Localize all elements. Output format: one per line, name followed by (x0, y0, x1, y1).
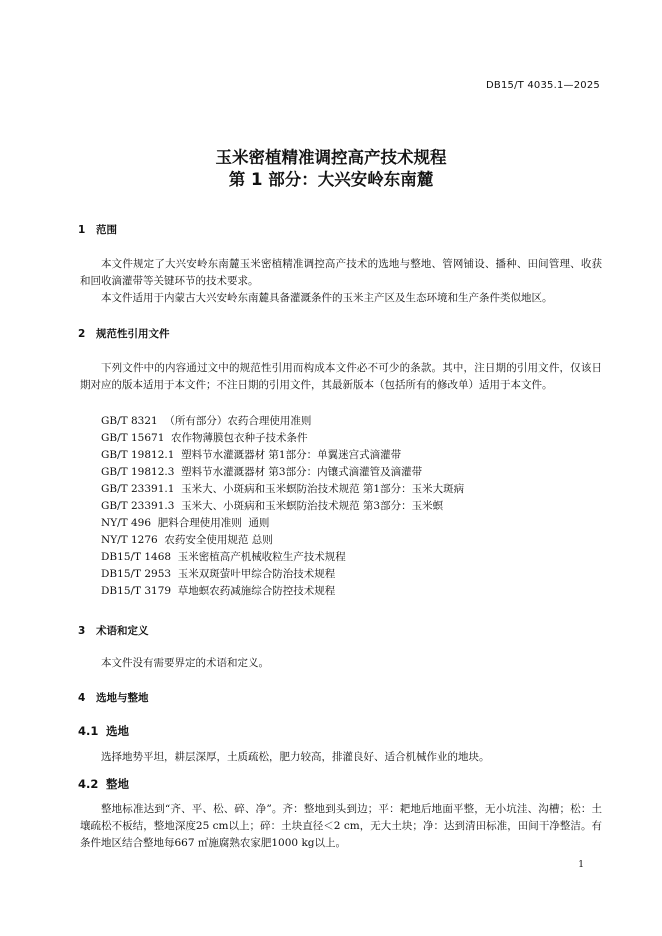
reference-item: DB15/T 3179 草地螟农药减施综合防控技术规程 (101, 585, 336, 597)
subsection-number: 4.1 (78, 724, 99, 738)
subsection-4-2-heading (78, 776, 129, 792)
document-subtitle: 第 1 部分：大兴安岭东南麓 (228, 170, 434, 189)
section-2-heading (78, 326, 170, 341)
section-3-paragraph-1: 本文件没有需要界定的术语和定义。 (101, 657, 269, 669)
subsection-4-2-paragraph: 整地标准达到“齐、平、松、碎、净”。齐：整地到头到边；平：耙地后地面平整，无小坑洼、沟槽；松：土壤疏松不板结，整地深度25 cm以上；碎：土块直径＜2 cm，无大土块；净：达到清田标准，田间干净整洁。有条件地区结合整地每667 ㎡施腐熟农家肥1000 kg以上。 (80, 803, 602, 849)
section-title: 规范性引用文件 (96, 328, 170, 340)
section-number: 1 (78, 224, 86, 236)
section-3-heading (78, 623, 149, 638)
reference-item: NY/T 1276 农药安全使用规范 总则 (101, 534, 273, 546)
reference-item: NY/T 496 肥料合理使用准则 通则 (101, 517, 270, 529)
section-1-paragraph-2: 本文件适用于内蒙古大兴安岭东南麓具备灌溉条件的玉米主产区及生态环境和生产条件类似地区。 (101, 292, 553, 304)
document-title: 玉米密植精准调控高产技术规程 (215, 148, 447, 167)
subsection-title: 选地 (106, 724, 129, 738)
reference-item: GB/T 8321 （所有部分）农药合理使用准则 (101, 415, 312, 427)
reference-item: DB15/T 2953 玉米双斑萤叶甲综合防治技术规程 (101, 568, 336, 580)
reference-item: GB/T 19812.3 塑料节水灌溉器材 第3部分：内镶式滴灌管及滴灌带 (101, 466, 423, 478)
section-title: 范围 (96, 224, 117, 236)
standard-number: DB15/T 4035.1—2025 (486, 80, 600, 91)
section-title: 选地与整地 (96, 692, 149, 704)
subsection-title: 整地 (106, 777, 129, 791)
section-1-heading (78, 222, 117, 237)
section-4-heading (78, 690, 149, 705)
subsection-4-1-paragraph: 选择地势平坦，耕层深厚，土质疏松，肥力较高，排灌良好、适合机械作业的地块。 (101, 751, 490, 763)
section-title: 术语和定义 (96, 625, 149, 637)
reference-item: GB/T 15671 农作物薄膜包衣种子技术条件 (101, 432, 308, 444)
section-number: 3 (78, 625, 86, 637)
subsection-number: 4.2 (78, 777, 99, 791)
section-1-paragraph-1: 本文件规定了大兴安岭东南麓玉米密植精准调控高产技术的选地与整地、管网铺设、播种、田间管理、收获和回收滴灌带等关键环节的技术要求。 (80, 258, 602, 287)
reference-item: GB/T 23391.3 玉米大、小斑病和玉米螟防治技术规范 第3部分：玉米螟 (101, 500, 444, 512)
section-2-paragraph-1: 下列文件中的内容通过文中的规范性引用而构成本文件必不可少的条款。其中，注日期的引用文件，仅该日期对应的版本适用于本文件；不注日期的引用文件，其最新版本（包括所有的修改单）适用于本文件。 (80, 362, 602, 391)
reference-item: GB/T 23391.1 玉米大、小斑病和玉米螟防治技术规范 第1部分：玉米大斑病 (101, 483, 465, 495)
section-number: 4 (78, 692, 86, 704)
reference-item: DB15/T 1468 玉米密植高产机械收粒生产技术规程 (101, 551, 346, 563)
section-number: 2 (78, 328, 86, 340)
reference-item: GB/T 19812.1 塑料节水灌溉器材 第1部分：单翼迷宫式滴灌带 (101, 449, 402, 461)
page-number: 1 (578, 860, 584, 870)
subsection-4-1-heading (78, 723, 129, 739)
